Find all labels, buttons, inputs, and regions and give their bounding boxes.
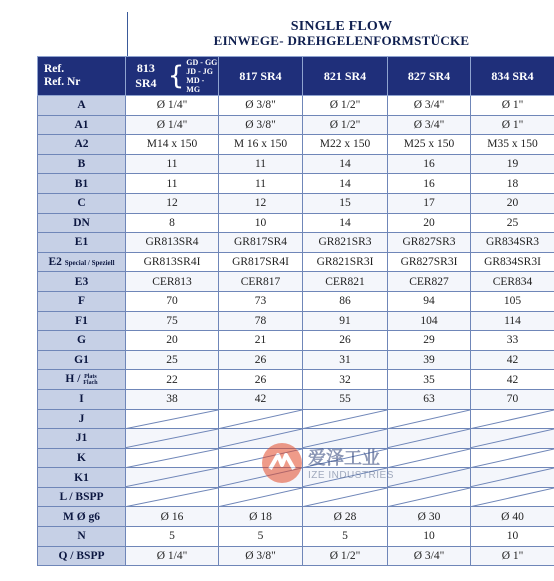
row-ref <box>38 291 126 311</box>
not-applicable-slash-icon <box>219 449 302 468</box>
not-applicable-slash-icon <box>219 488 302 507</box>
title-line-2: EINWEGE- DREHGELENFORMSTÜCKE <box>213 33 470 48</box>
table-cell: 10 <box>471 527 554 547</box>
table-cell: 12 <box>219 193 303 213</box>
table-cell: 12 <box>126 193 219 213</box>
row-ref <box>38 389 126 409</box>
table-cell: 63 <box>388 389 471 409</box>
table-cell <box>303 409 388 429</box>
table-cell: Ø 3/8" <box>219 546 303 566</box>
row-ref-label: A1 <box>74 118 89 131</box>
not-applicable-slash-icon <box>219 468 302 487</box>
col-813-label: 813 SR4 <box>135 61 157 90</box>
table-cell <box>303 468 388 488</box>
table-cell: 42 <box>219 389 303 409</box>
table-cell: 10 <box>388 527 471 547</box>
brace-icon: { <box>167 61 185 91</box>
col-header-813 <box>126 57 219 96</box>
table-row <box>38 291 554 311</box>
table-row <box>38 527 554 547</box>
not-applicable-slash-icon <box>471 468 554 487</box>
row-ref <box>38 409 126 429</box>
row-ref-label: E2 <box>48 256 62 269</box>
table-cell <box>303 429 388 449</box>
table-row <box>38 370 554 390</box>
table-cell: GR821SR3I <box>303 252 388 272</box>
not-applicable-slash-icon <box>388 488 470 507</box>
col-header-827: 827 SR4 <box>388 57 471 96</box>
table-cell <box>388 487 471 507</box>
row-ref-label: F <box>77 295 86 308</box>
not-applicable-slash-icon <box>219 429 302 448</box>
not-applicable-slash-icon <box>126 449 218 468</box>
row-ref <box>38 193 126 213</box>
table-cell: 11 <box>126 174 219 194</box>
table-cell: 29 <box>388 331 471 351</box>
table-cell: GR817SR4 <box>219 233 303 253</box>
table-cell: Ø 1/2" <box>303 96 388 116</box>
table-cell <box>126 429 219 449</box>
row-ref <box>38 370 126 390</box>
not-applicable-slash-icon <box>303 449 387 468</box>
table-cell <box>219 429 303 449</box>
not-applicable-slash-icon <box>219 410 302 429</box>
table-cell: 5 <box>219 527 303 547</box>
col-header-821: 821 SR4 <box>303 57 388 96</box>
row-ref <box>38 233 126 253</box>
header-row <box>38 57 554 96</box>
table-body <box>38 96 554 566</box>
row-ref-label: J <box>78 412 85 425</box>
row-ref-label: A <box>77 99 86 112</box>
ref-header <box>38 57 126 96</box>
table-cell: 16 <box>388 154 471 174</box>
table-cell: 15 <box>303 193 388 213</box>
not-applicable-slash-icon <box>126 468 218 487</box>
table-cell: 26 <box>219 370 303 390</box>
table-cell <box>219 468 303 488</box>
row-ref-label: G1 <box>74 354 89 367</box>
table-cell: 26 <box>219 350 303 370</box>
variant-label: GD - GG <box>186 58 218 67</box>
table-cell: Ø 1/4" <box>126 546 219 566</box>
table-cell: Ø 3/4" <box>388 115 471 135</box>
table-cell: 114 <box>471 311 554 331</box>
row-ref <box>38 350 126 370</box>
table-cell: GR817SR4I <box>219 252 303 272</box>
table-cell: 73 <box>219 291 303 311</box>
table-cell <box>471 429 554 449</box>
row-ref-label: Q / BSPP <box>58 549 105 562</box>
table-cell: 105 <box>471 291 554 311</box>
table-cell <box>471 448 554 468</box>
row-ref-label: B1 <box>74 177 89 190</box>
table-row <box>38 252 554 272</box>
table-cell: CER813 <box>126 272 219 292</box>
table-cell: 11 <box>126 154 219 174</box>
table-row <box>38 174 554 194</box>
row-ref-label: DN <box>73 216 90 229</box>
row-ref <box>38 487 126 507</box>
table-cell <box>471 409 554 429</box>
table-cell: 5 <box>303 527 388 547</box>
table-cell <box>388 468 471 488</box>
row-ref-fraction-part: Plats <box>84 373 97 380</box>
row-ref-label: J1 <box>75 432 88 445</box>
table-cell: Ø 3/8" <box>219 96 303 116</box>
table-cell: Ø 28 <box>303 507 388 527</box>
table-cell: 42 <box>471 370 554 390</box>
row-ref-sub: Special / Speziell <box>64 259 115 268</box>
not-applicable-slash-icon <box>303 410 387 429</box>
row-ref-label: E3 <box>74 275 89 288</box>
table-cell: GR834SR3 <box>471 233 554 253</box>
table-cell <box>126 468 219 488</box>
table-cell <box>388 448 471 468</box>
not-applicable-slash-icon <box>388 429 470 448</box>
not-applicable-slash-icon <box>471 410 554 429</box>
row-ref <box>38 174 126 194</box>
table-row <box>38 468 554 488</box>
ref-header-line-2: Ref. Nr <box>44 76 81 88</box>
table-cell: 20 <box>388 213 471 233</box>
row-ref-label: F1 <box>75 314 88 327</box>
title-line-1: SINGLE FLOW <box>290 19 393 34</box>
table-cell: M35 x 150 <box>471 135 554 155</box>
table-row <box>38 546 554 566</box>
table-row <box>38 213 554 233</box>
table-cell: 21 <box>219 331 303 351</box>
table-row <box>38 409 554 429</box>
table-cell <box>126 487 219 507</box>
col-813-variants <box>186 58 218 94</box>
not-applicable-slash-icon <box>388 410 470 429</box>
table-cell: 20 <box>126 331 219 351</box>
row-ref-label: E1 <box>74 236 89 249</box>
row-ref-label: I <box>79 393 84 406</box>
row-ref-label: M Ø g6 <box>62 510 101 523</box>
table-cell: 31 <box>303 350 388 370</box>
table-row <box>38 115 554 135</box>
table-cell: 25 <box>126 350 219 370</box>
table-cell <box>303 448 388 468</box>
table-cell: M 16 x 150 <box>219 135 303 155</box>
row-ref <box>38 96 126 116</box>
table-row <box>38 272 554 292</box>
table-row <box>38 193 554 213</box>
table-row <box>38 429 554 449</box>
table-cell: 78 <box>219 311 303 331</box>
row-ref-label: G <box>77 334 86 347</box>
not-applicable-slash-icon <box>303 429 387 448</box>
table-row <box>38 487 554 507</box>
row-ref-label: L / BSPP <box>59 491 104 504</box>
table-cell <box>388 409 471 429</box>
table-cell: Ø 40 <box>471 507 554 527</box>
table-row <box>38 389 554 409</box>
not-applicable-slash-icon <box>126 429 218 448</box>
table-cell: CER834 <box>471 272 554 292</box>
table-cell <box>303 487 388 507</box>
table-cell: 33 <box>471 331 554 351</box>
row-ref-label: B <box>77 158 86 171</box>
table-cell: Ø 1/2" <box>303 546 388 566</box>
row-ref-fraction <box>83 374 97 386</box>
row-ref <box>38 311 126 331</box>
table-cell: 11 <box>219 174 303 194</box>
table-cell: 25 <box>471 213 554 233</box>
table-row <box>38 233 554 253</box>
watermark-en: IZE INDUSTRIES <box>308 470 394 481</box>
row-ref <box>38 272 126 292</box>
table-cell: Ø 3/4" <box>388 96 471 116</box>
table-cell: Ø 16 <box>126 507 219 527</box>
table-cell: 14 <box>303 213 388 233</box>
table-row <box>38 311 554 331</box>
table-cell: 19 <box>471 154 554 174</box>
row-ref-fraction-part: Flach <box>83 379 98 386</box>
table-cell: 75 <box>126 311 219 331</box>
table-cell <box>219 448 303 468</box>
table-cell: CER817 <box>219 272 303 292</box>
spec-table <box>37 56 554 566</box>
table-cell: Ø 18 <box>219 507 303 527</box>
row-ref-label: H / <box>65 373 81 386</box>
table-cell: GR813SR4I <box>126 252 219 272</box>
variant-label: JD - JG <box>186 67 213 76</box>
table-cell <box>388 429 471 449</box>
table-cell: 14 <box>303 174 388 194</box>
table-cell: 14 <box>303 154 388 174</box>
table-cell: 70 <box>471 389 554 409</box>
table-cell: 10 <box>219 213 303 233</box>
table-cell: GR821SR3 <box>303 233 388 253</box>
table-row <box>38 135 554 155</box>
table-cell: 20 <box>471 193 554 213</box>
table-cell <box>471 468 554 488</box>
not-applicable-slash-icon <box>471 429 554 448</box>
row-ref-label: C <box>77 197 86 210</box>
table-row <box>38 154 554 174</box>
variant-label: MD - MG <box>186 76 205 94</box>
table-cell: Ø 3/4" <box>388 546 471 566</box>
table-cell <box>126 448 219 468</box>
table-cell: 86 <box>303 291 388 311</box>
table-cell: Ø 1" <box>471 115 554 135</box>
row-ref <box>38 115 126 135</box>
table-cell: GR813SR4 <box>126 233 219 253</box>
table-cell: 26 <box>303 331 388 351</box>
table-row <box>38 96 554 116</box>
row-ref <box>38 213 126 233</box>
watermark-cn: 爱泽工业 <box>308 448 380 469</box>
table-cell: M14 x 150 <box>126 135 219 155</box>
table-cell: 42 <box>471 350 554 370</box>
table-cell <box>471 487 554 507</box>
table-cell: 94 <box>388 291 471 311</box>
table-row <box>38 507 554 527</box>
row-ref <box>38 448 126 468</box>
not-applicable-slash-icon <box>471 449 554 468</box>
table-cell: GR827SR3 <box>388 233 471 253</box>
row-ref-label: A2 <box>74 138 89 151</box>
table-cell: Ø 1" <box>471 546 554 566</box>
not-applicable-slash-icon <box>388 449 470 468</box>
row-ref <box>38 468 126 488</box>
not-applicable-slash-icon <box>471 488 554 507</box>
table-cell: 18 <box>471 174 554 194</box>
table-cell: 70 <box>126 291 219 311</box>
table-cell: Ø 3/8" <box>219 115 303 135</box>
table-cell: 5 <box>126 527 219 547</box>
row-ref-label: K1 <box>74 471 89 484</box>
table-cell: 11 <box>219 154 303 174</box>
table-cell: 39 <box>388 350 471 370</box>
table-cell: GR827SR3I <box>388 252 471 272</box>
table-cell: M22 x 150 <box>303 135 388 155</box>
table-cell: 16 <box>388 174 471 194</box>
table-cell: 22 <box>126 370 219 390</box>
table-cell <box>219 487 303 507</box>
row-ref <box>38 154 126 174</box>
not-applicable-slash-icon <box>126 410 218 429</box>
table-cell: GR834SR3I <box>471 252 554 272</box>
not-applicable-slash-icon <box>303 488 387 507</box>
table-cell: Ø 1/4" <box>126 115 219 135</box>
ref-header-line-1: Ref. <box>44 63 65 75</box>
table-cell: 17 <box>388 193 471 213</box>
table-cell: Ø 1/2" <box>303 115 388 135</box>
table-row <box>38 448 554 468</box>
table-cell: 35 <box>388 370 471 390</box>
table-row <box>38 350 554 370</box>
row-ref <box>38 527 126 547</box>
row-ref <box>38 507 126 527</box>
row-ref-label: K <box>77 451 86 464</box>
table-cell: CER821 <box>303 272 388 292</box>
table-row <box>38 331 554 351</box>
row-ref <box>38 252 126 272</box>
table-title <box>127 12 554 56</box>
col-header-834: 834 SR4 <box>471 57 554 96</box>
table-cell: M25 x 150 <box>388 135 471 155</box>
table-cell: 104 <box>388 311 471 331</box>
row-ref <box>38 135 126 155</box>
table-cell: Ø 30 <box>388 507 471 527</box>
not-applicable-slash-icon <box>388 468 470 487</box>
table-cell: 55 <box>303 389 388 409</box>
table-cell: Ø 1" <box>471 96 554 116</box>
row-ref <box>38 546 126 566</box>
table-cell: 38 <box>126 389 219 409</box>
table-cell: 91 <box>303 311 388 331</box>
table-cell <box>219 409 303 429</box>
row-ref-label: N <box>77 530 86 543</box>
row-ref <box>38 331 126 351</box>
table-cell: Ø 1/4" <box>126 96 219 116</box>
table-cell: CER827 <box>388 272 471 292</box>
table-cell: 8 <box>126 213 219 233</box>
col-header-817: 817 SR4 <box>219 57 303 96</box>
table-cell: 32 <box>303 370 388 390</box>
not-applicable-slash-icon <box>126 488 218 507</box>
row-ref <box>38 429 126 449</box>
table-cell <box>126 409 219 429</box>
not-applicable-slash-icon <box>303 468 387 487</box>
